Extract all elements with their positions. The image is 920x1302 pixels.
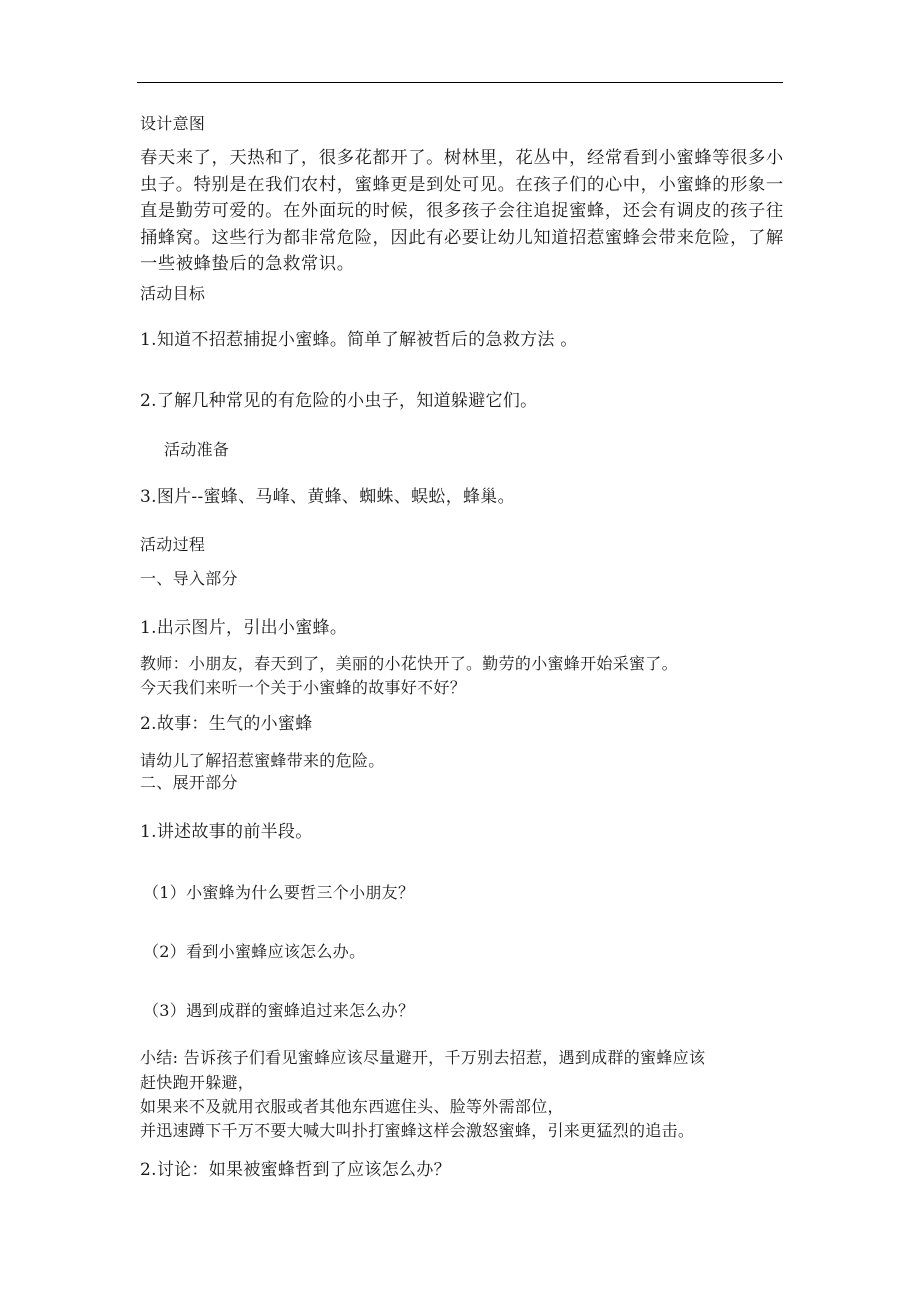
question-1: （1）小蜜蜂为什么要哲三个小朋友？ xyxy=(143,883,415,902)
teacher-line-2: 今天我们来听一个关于小蜜蜂的故事好不好？ xyxy=(140,678,467,697)
teacher-line-1: 教师：小朋友，春天到了，美丽的小花快开了。勤劳的小蜜蜂开始采蜜了。 xyxy=(140,654,678,673)
section-intro-part: 一、导入部分 xyxy=(140,569,238,588)
question-3: （3）遇到成群的蜜蜂追过来怎么办？ xyxy=(143,1001,415,1020)
step-show-pictures: 1.出示图片，引出小蜜蜂。 xyxy=(140,618,348,638)
goal-item-2: 2.了解几种常见的有危险的小虫子，知道躲避它们。 xyxy=(140,391,538,411)
heading-design-intent: 设计意图 xyxy=(140,114,206,133)
summary-line-1: 小结: 告诉孩子们看见蜜蜂应该尽量避开，千万别去招惹，遇到成群的蜜蜂应该 xyxy=(140,1048,706,1067)
step-story-desc: 请幼儿了解招惹蜜蜂带来的危险。 xyxy=(140,751,385,770)
heading-activity-goals: 活动目标 xyxy=(140,284,206,303)
goal-item-1: 1.知道不招惹捕捉小蜜蜂。简单了解被哲后的急救方法 。 xyxy=(140,330,578,350)
header-rule xyxy=(137,82,783,83)
summary-line-3: 如果来不及就用衣服或者其他东西遮住头、脸等外需部位， xyxy=(140,1097,564,1116)
heading-activity-prep: 活动准备 xyxy=(164,440,230,459)
intro-paragraph: 春天来了，天热和了，很多花都开了。树林里，花丛中，经常看到小蜜蜂等很多小虫子。特别是在我们农村，蜜蜂更是到处可见。在孩子们的心中，小蜜蜂的形象一直是勤劳可爱的。在外面玩的时候，很多孩子会往追捉蜜蜂，还会有调皮的孩子往捅蜂窝。这些行为都非常危险，因此有必要让幼儿知道招惹蜜蜂会带来危险，了解一些被蜂蛰后的急救常识。 xyxy=(140,148,784,274)
heading-activity-process: 活动过程 xyxy=(140,535,206,554)
prep-item-3: 3.图片--蜜蜂、马峰、黄蜂、蜘蛛、蜈蚣，蜂巢。 xyxy=(140,487,515,507)
section-expand-part: 二、展开部分 xyxy=(140,773,238,792)
step-discussion: 2.讨论：如果被蜜蜂哲到了应该怎么办？ xyxy=(140,1160,451,1180)
step-tell-story: 1.讲述故事的前半段。 xyxy=(140,822,313,842)
question-2: （2）看到小蜜蜂应该怎么办。 xyxy=(143,942,366,961)
summary-line-2: 赶快跑开躲避， xyxy=(140,1073,255,1092)
step-story: 2.故事：生气的小蜜蜂 xyxy=(140,714,313,734)
summary-line-4: 并迅速蹲下千万不要大喊大叫扑打蜜蜂这样会激怒蜜蜂，引来更猛烈的追击。 xyxy=(140,1121,695,1140)
